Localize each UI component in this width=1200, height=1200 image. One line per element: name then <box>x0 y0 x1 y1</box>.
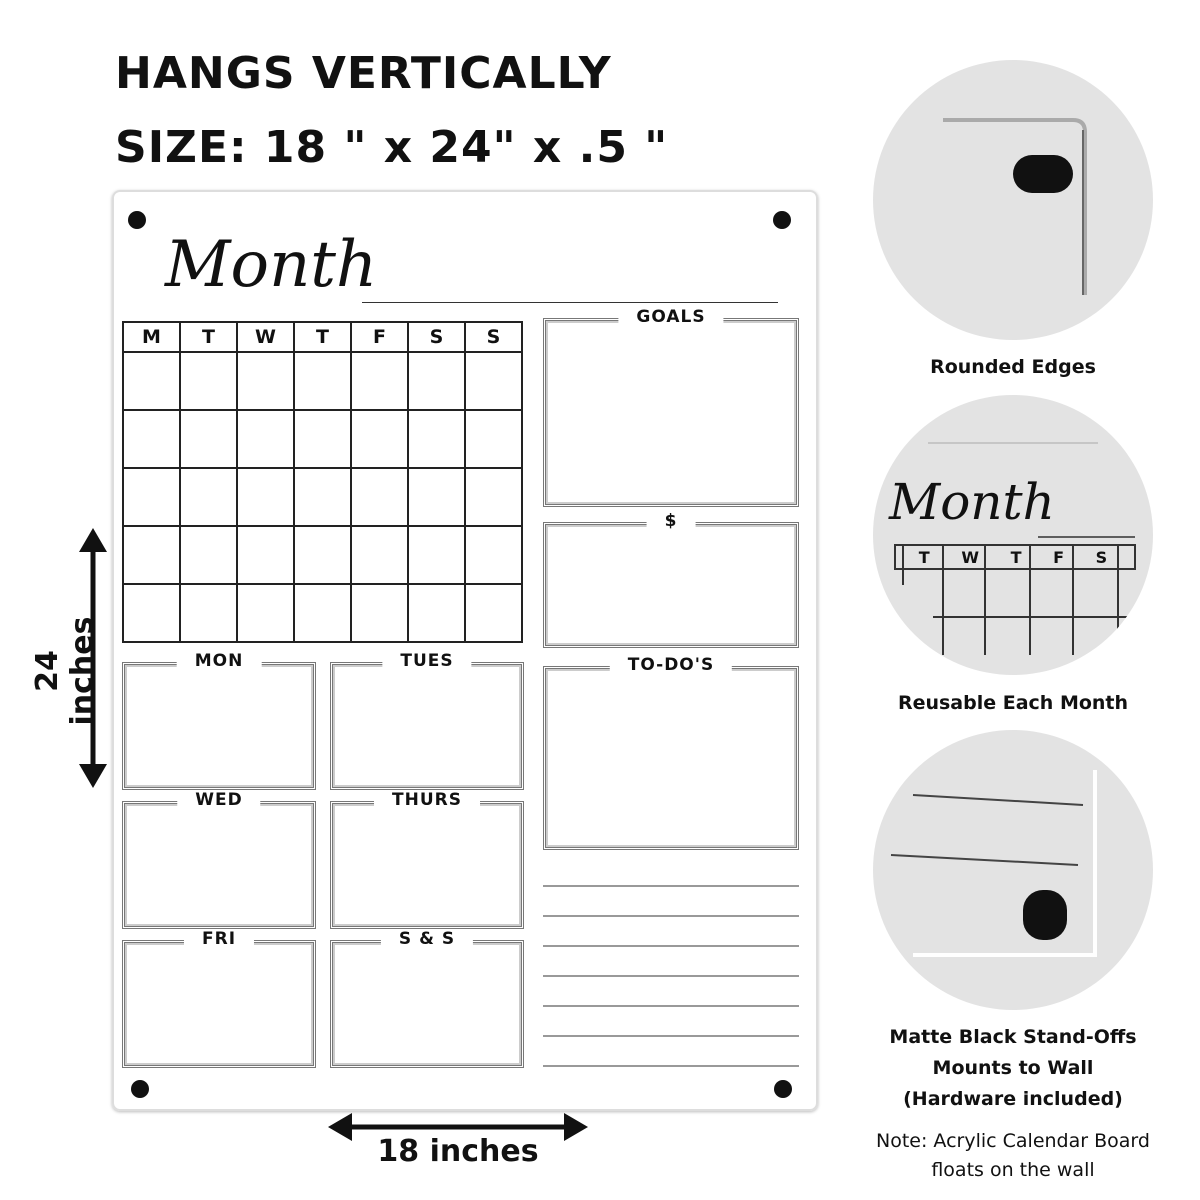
note-line <box>543 885 799 887</box>
caption-reusable: Reusable Each Month <box>897 692 1129 714</box>
note-line-text: Note: Acrylic Calendar Board <box>876 1130 1150 1152</box>
day-label: WED <box>177 790 260 810</box>
note <box>843 1127 1183 1185</box>
weekday: T <box>180 322 237 352</box>
heading-size: SIZE: 18 " x 24" x .5 " <box>115 122 669 173</box>
reusable-month-photo <box>873 395 1153 675</box>
weekday: W <box>237 322 294 352</box>
todos-label: TO-DO'S <box>610 655 732 675</box>
money-label: $ <box>647 511 696 531</box>
goals-box <box>543 307 799 507</box>
caption-line: (Hardware included) <box>903 1088 1123 1110</box>
day-box-weekend <box>330 929 524 1068</box>
standoff-icon <box>773 211 791 229</box>
standoff-icon <box>128 211 146 229</box>
weekday: W <box>961 548 979 567</box>
day-label: THURS <box>374 790 480 810</box>
caption-line: Matte Black Stand-Offs <box>889 1026 1137 1048</box>
weekday: F <box>351 322 408 352</box>
note-line <box>543 975 799 977</box>
day-label: MON <box>177 651 262 671</box>
caption-line: Mounts to Wall <box>932 1057 1094 1079</box>
standoff-icon <box>131 1080 149 1098</box>
day-box-thurs <box>330 790 524 929</box>
weekday: M <box>123 322 180 352</box>
month-line <box>362 302 778 303</box>
detail-month-title: Month <box>889 473 1055 531</box>
weekday: T <box>918 548 930 567</box>
todos-box <box>543 655 799 850</box>
goals-label: GOALS <box>618 307 723 327</box>
note-line <box>543 1065 799 1067</box>
day-box-wed <box>122 790 316 929</box>
note-line <box>543 945 799 947</box>
standoff-icon <box>774 1080 792 1098</box>
caption-standoffs <box>843 1022 1183 1115</box>
weekday: F <box>1053 548 1065 567</box>
width-label: 18 inches <box>377 1134 539 1169</box>
note-line <box>543 915 799 917</box>
note-line-text: floats on the wall <box>931 1159 1095 1181</box>
caption-rounded-edges: Rounded Edges <box>930 356 1096 378</box>
day-label: FRI <box>184 929 254 949</box>
money-box <box>543 511 799 648</box>
day-label: TUES <box>382 651 471 671</box>
calendar-grid <box>122 321 523 643</box>
height-label: 24 inches <box>30 616 100 726</box>
note-line <box>543 1005 799 1007</box>
day-box-tues <box>330 651 524 790</box>
day-box-fri <box>122 929 316 1068</box>
standoff-photo <box>873 730 1153 1010</box>
heading-line1: HANGS VERTICALLY <box>115 48 612 99</box>
weekday: S <box>408 322 465 352</box>
weekday: S <box>465 322 522 352</box>
month-title: Month <box>165 228 378 302</box>
weekday: T <box>294 322 351 352</box>
day-box-mon <box>122 651 316 790</box>
note-line <box>543 1035 799 1037</box>
day-label: S & S <box>381 929 473 949</box>
rounded-edges-photo <box>873 60 1153 340</box>
weekday: T <box>1010 548 1022 567</box>
weekday: S <box>1095 548 1108 567</box>
